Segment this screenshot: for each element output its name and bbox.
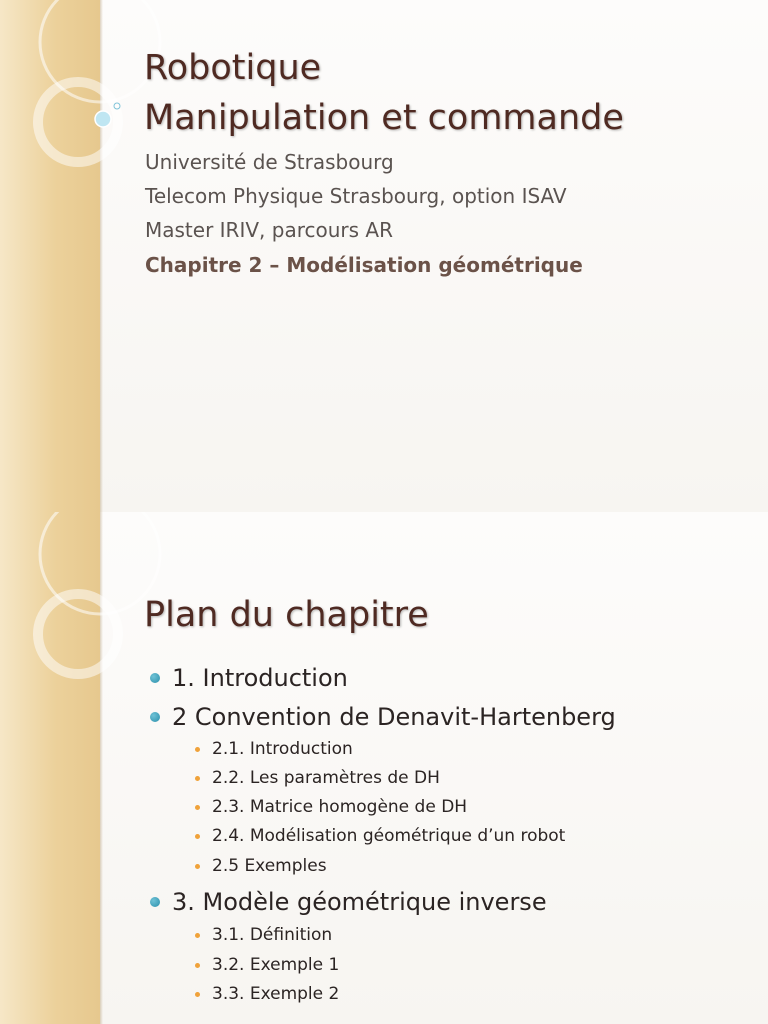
outline-subitem-text: 2.2. Les paramètres de DH bbox=[212, 768, 440, 788]
outline-subitem bbox=[195, 855, 327, 877]
outline-subitem-text: 2.4. Modélisation géométrique d’un robot bbox=[212, 826, 566, 846]
outline-item-text: 1. Introduction bbox=[172, 664, 348, 692]
outline-subitem-text: 3.2. Exemple 1 bbox=[212, 955, 340, 975]
slide-title-line-1: Robotique bbox=[144, 48, 322, 88]
outline-slide bbox=[0, 512, 768, 1024]
sub-bullet-icon bbox=[195, 834, 200, 839]
outline-subitem bbox=[195, 983, 339, 1005]
outline-subitem-text: 3.3. Exemple 2 bbox=[212, 984, 340, 1004]
sub-bullet-icon bbox=[195, 933, 200, 938]
outline-subitem-text: 2.3. Matrice homogène de DH bbox=[212, 797, 468, 817]
bullet-icon bbox=[150, 673, 160, 683]
outline-subitem-text: 2.1. Introduction bbox=[212, 739, 353, 759]
subtitle-university: Université de Strasbourg bbox=[145, 150, 394, 174]
outline-subitem-text: 2.5 Exemples bbox=[212, 856, 327, 876]
outline-item-text: 2 Convention de Denavit-Hartenberg bbox=[172, 703, 616, 731]
sub-bullet-icon bbox=[195, 864, 200, 869]
outline-subitem bbox=[195, 767, 440, 789]
outline-item bbox=[150, 886, 547, 918]
outline-subitem bbox=[195, 796, 467, 818]
sub-bullet-icon bbox=[195, 805, 200, 810]
bullet-icon bbox=[150, 712, 160, 722]
sub-bullet-icon bbox=[195, 776, 200, 781]
outline-subitem bbox=[195, 738, 353, 760]
outline-subitem-text: 3.1. Définition bbox=[212, 925, 333, 945]
outline-subitem bbox=[195, 924, 332, 946]
outline-title: Plan du chapitre bbox=[144, 595, 429, 635]
outline-item bbox=[150, 701, 616, 733]
sub-bullet-icon bbox=[195, 963, 200, 968]
outline-item bbox=[150, 662, 348, 694]
subtitle-school: Telecom Physique Strasbourg, option ISAV bbox=[145, 184, 567, 208]
subtitle-master: Master IRIV, parcours AR bbox=[145, 218, 393, 242]
chapter-title: Chapitre 2 – Modélisation géométrique bbox=[145, 253, 583, 277]
bullet-icon bbox=[150, 897, 160, 907]
outline-item-text: 3. Modèle géométrique inverse bbox=[172, 888, 547, 916]
sub-bullet-icon bbox=[195, 747, 200, 752]
sub-bullet-icon bbox=[195, 992, 200, 997]
outline-subitem bbox=[195, 954, 339, 976]
slide-title-line-2: Manipulation et commande bbox=[144, 98, 624, 138]
bubble-icon bbox=[95, 111, 111, 127]
outline-subitem bbox=[195, 825, 565, 847]
